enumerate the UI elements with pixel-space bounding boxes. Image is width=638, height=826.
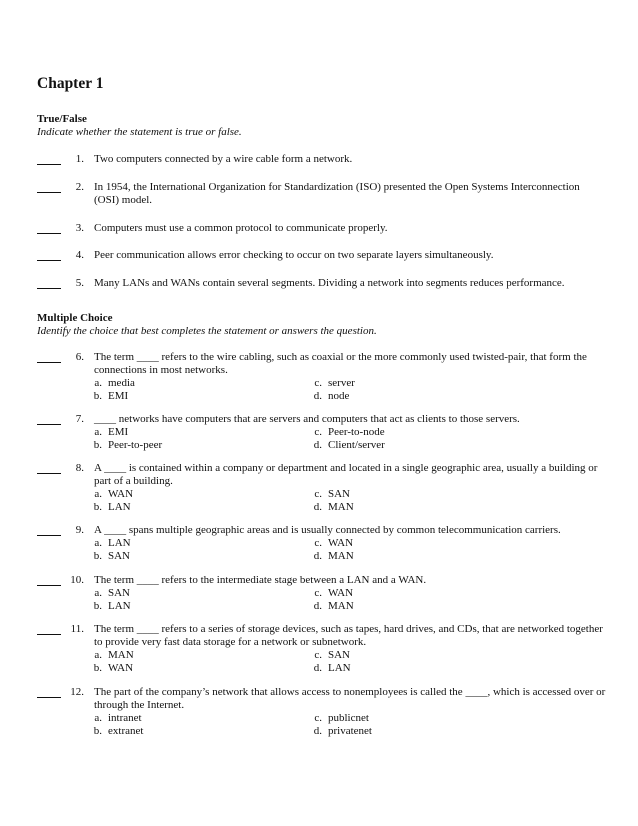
question-number: 1.: [75, 153, 84, 165]
question-number: 12.: [70, 686, 84, 698]
question-text: Peer communication allows error checking to occur on two separate layers simultaneously.: [94, 249, 494, 261]
question-text: ____ networks have computers that are servers and computers that act as clients to those servers.: [94, 413, 520, 425]
question-text: Computers must use a common protocol to communicate properly.: [94, 222, 388, 234]
question-number: 10.: [70, 574, 84, 586]
question-text: In 1954, the International Organization for Standardization (ISO) presented the Open Systems Interconnection (OSI) model.: [94, 181, 580, 206]
question-number: 4.: [75, 249, 84, 261]
multiple-choice-title: Multiple Choice: [37, 312, 113, 324]
question-number: 11.: [70, 623, 84, 635]
question-number: 3.: [75, 222, 84, 234]
question-text: Two computers connected by a wire cable form a network.: [94, 153, 353, 165]
question-number: 6.: [75, 351, 84, 363]
true-false-instruction: Indicate whether the statement is true or false.: [37, 126, 242, 138]
question-number: 7.: [75, 413, 84, 425]
chapter-title: Chapter 1: [37, 75, 104, 92]
question-text: Many LANs and WANs contain several segments. Dividing a network into segments reduces performance.: [94, 277, 565, 289]
multiple-choice-instruction: Identify the choice that best completes the statement or answers the question.: [37, 325, 377, 337]
question-number: 9.: [75, 524, 84, 536]
question-text: A ____ is contained within a company or department and located in a single geographic area, usually a building or part of a building.: [94, 462, 598, 487]
question-text: The term ____ refers to a series of storage devices, such as tapes, hard drives, and CDs, that are networked together to provide very fast data storage for a network or subnetwork.: [94, 623, 603, 648]
question-text: The term ____ refers to the wire cabling, such as coaxial or the more commonly used twisted-pair, that form the connections in most networks.: [94, 351, 587, 376]
question-number: 2.: [75, 181, 84, 193]
question-text: The part of the company’s network that allows access to nonemployees is called the ____, which is accessed over or through the Internet.: [94, 686, 606, 711]
question-text: A ____ spans multiple geographic areas and is usually connected by common telecommunication carriers.: [94, 524, 561, 536]
true-false-title: True/False: [37, 113, 87, 125]
question-number: 5.: [75, 277, 84, 289]
question-text: The term ____ refers to the intermediate stage between a LAN and a WAN.: [94, 574, 427, 586]
question-number: 8.: [75, 462, 84, 474]
